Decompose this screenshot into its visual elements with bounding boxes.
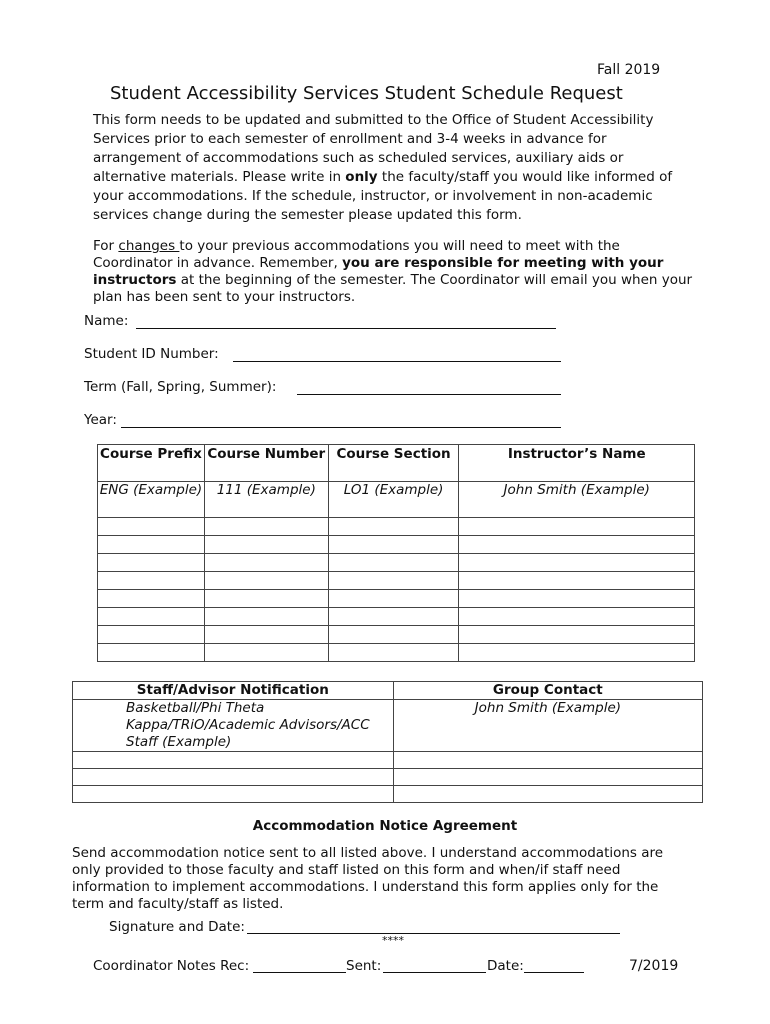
example-prefix: ENG (Example) xyxy=(98,482,205,518)
table-cell[interactable] xyxy=(98,626,205,644)
table-cell[interactable] xyxy=(204,608,328,626)
intro-paragraph xyxy=(93,111,693,225)
notification-table xyxy=(72,681,703,803)
table-cell[interactable] xyxy=(204,590,328,608)
table-cell[interactable] xyxy=(98,554,205,572)
table-cell[interactable] xyxy=(459,518,695,536)
table-cell[interactable] xyxy=(328,572,459,590)
example-number: 111 (Example) xyxy=(204,482,328,518)
course-header-row xyxy=(98,445,695,482)
notification-header-row xyxy=(73,682,703,700)
sent-label: Sent: xyxy=(346,958,382,974)
table-cell[interactable] xyxy=(459,536,695,554)
sent-field[interactable] xyxy=(383,972,486,973)
revision-date: 7/2019 xyxy=(629,958,679,974)
table-cell[interactable] xyxy=(328,554,459,572)
changes-paragraph xyxy=(93,238,693,306)
table-cell[interactable] xyxy=(328,590,459,608)
signature-label: Signature and Date: xyxy=(109,919,245,935)
table-cell[interactable] xyxy=(204,554,328,572)
table-cell[interactable] xyxy=(459,572,695,590)
coordinator-notes-label: Coordinator Notes Rec: xyxy=(93,958,250,974)
example-section: LO1 (Example) xyxy=(328,482,459,518)
student-id-field[interactable] xyxy=(233,361,561,362)
changes-underline: changes xyxy=(118,238,180,254)
table-cell[interactable] xyxy=(98,590,205,608)
term-label: Fall 2019 xyxy=(597,62,661,78)
table-cell[interactable] xyxy=(328,536,459,554)
table-cell[interactable] xyxy=(459,554,695,572)
term-field-label: Term (Fall, Spring, Summer): xyxy=(84,379,277,395)
table-cell[interactable] xyxy=(459,608,695,626)
table-cell[interactable] xyxy=(204,518,328,536)
table-row xyxy=(98,482,695,518)
student-id-label: Student ID Number: xyxy=(84,346,219,362)
header-course-number: Course Number xyxy=(204,445,328,482)
year-label: Year: xyxy=(84,412,117,428)
table-cell[interactable] xyxy=(328,518,459,536)
table-cell[interactable] xyxy=(328,626,459,644)
rec-field[interactable] xyxy=(253,972,346,973)
header-course-section: Course Section xyxy=(328,445,459,482)
table-row xyxy=(73,769,703,786)
table-cell[interactable] xyxy=(204,626,328,644)
date-field[interactable] xyxy=(524,972,584,973)
table-cell[interactable] xyxy=(73,752,394,769)
table-row xyxy=(73,752,703,769)
table-cell[interactable] xyxy=(98,572,205,590)
example-staff: Basketball/Phi Theta Kappa/TRiO/Academic Advisors/ACC Staff (Example) xyxy=(73,700,394,752)
header-instructor-name: Instructor’s Name xyxy=(459,445,695,482)
table-row xyxy=(98,518,695,536)
changes-text-2: to your previous accommodations you will need to meet with the Coordinator in advance. Remember, xyxy=(93,238,620,271)
agreement-text: Send accommodation notice sent to all listed above. I understand accommodations are only provided to those faculty and staff listed on this form and when/if staff need information to implement accommodations. I understand this form applies only for the term and faculty/staff as listed. xyxy=(72,845,664,912)
table-cell[interactable] xyxy=(98,536,205,554)
table-row xyxy=(98,626,695,644)
table-cell[interactable] xyxy=(393,752,702,769)
year-field[interactable] xyxy=(121,427,561,428)
table-row xyxy=(98,644,695,662)
table-cell[interactable] xyxy=(73,769,394,786)
table-row xyxy=(98,554,695,572)
table-cell[interactable] xyxy=(204,572,328,590)
table-cell[interactable] xyxy=(98,608,205,626)
table-cell[interactable] xyxy=(393,769,702,786)
table-row xyxy=(98,590,695,608)
signature-field[interactable] xyxy=(247,933,620,934)
header-staff-advisor: Staff/Advisor Notification xyxy=(73,682,394,700)
table-row xyxy=(98,608,695,626)
table-cell[interactable] xyxy=(73,786,394,803)
example-instructor: John Smith (Example) xyxy=(459,482,695,518)
table-cell[interactable] xyxy=(98,518,205,536)
date-label: Date: xyxy=(487,958,524,974)
table-row xyxy=(98,536,695,554)
separator-stars: **** xyxy=(382,934,404,947)
changes-text-3: at the beginning of the semester. The Coordinator will email you when your plan has been sent to your instructors. xyxy=(93,272,693,305)
table-row xyxy=(98,572,695,590)
table-cell[interactable] xyxy=(459,626,695,644)
agreement-title: Accommodation Notice Agreement xyxy=(252,818,518,834)
table-cell[interactable] xyxy=(98,644,205,662)
name-label: Name: xyxy=(84,313,129,329)
table-cell[interactable] xyxy=(328,608,459,626)
table-cell[interactable] xyxy=(459,644,695,662)
name-field[interactable] xyxy=(136,328,556,329)
table-cell[interactable] xyxy=(393,786,702,803)
header-course-prefix: Course Prefix xyxy=(98,445,205,482)
intro-text-1: This form needs to be updated and submitted to the Office of Student Accessibility Services prior to each semester of enrollment and 3-4 weeks in advance for arrangement of accommodations such as scheduled services, auxiliary aids or alternative materials. Please write in xyxy=(93,112,654,185)
table-row xyxy=(73,786,703,803)
intro-bold-only: only xyxy=(345,169,378,185)
page-title: Student Accessibility Services Student Schedule Request xyxy=(110,83,623,104)
table-cell[interactable] xyxy=(204,536,328,554)
example-group-contact: John Smith (Example) xyxy=(393,700,702,752)
course-table xyxy=(97,444,695,662)
table-cell[interactable] xyxy=(328,644,459,662)
table-row xyxy=(73,700,703,752)
changes-bold: you are responsible for meeting with your instructors xyxy=(93,255,664,288)
table-cell[interactable] xyxy=(204,644,328,662)
intro-text-2: the faculty/staff you would like informed of your accommodations. If the schedule, instructor, or involvement in non-academic services change during the semester please updated this form. xyxy=(93,169,673,223)
table-cell[interactable] xyxy=(459,590,695,608)
term-field[interactable] xyxy=(297,394,561,395)
changes-text-1: For xyxy=(93,238,119,254)
header-group-contact: Group Contact xyxy=(393,682,702,700)
